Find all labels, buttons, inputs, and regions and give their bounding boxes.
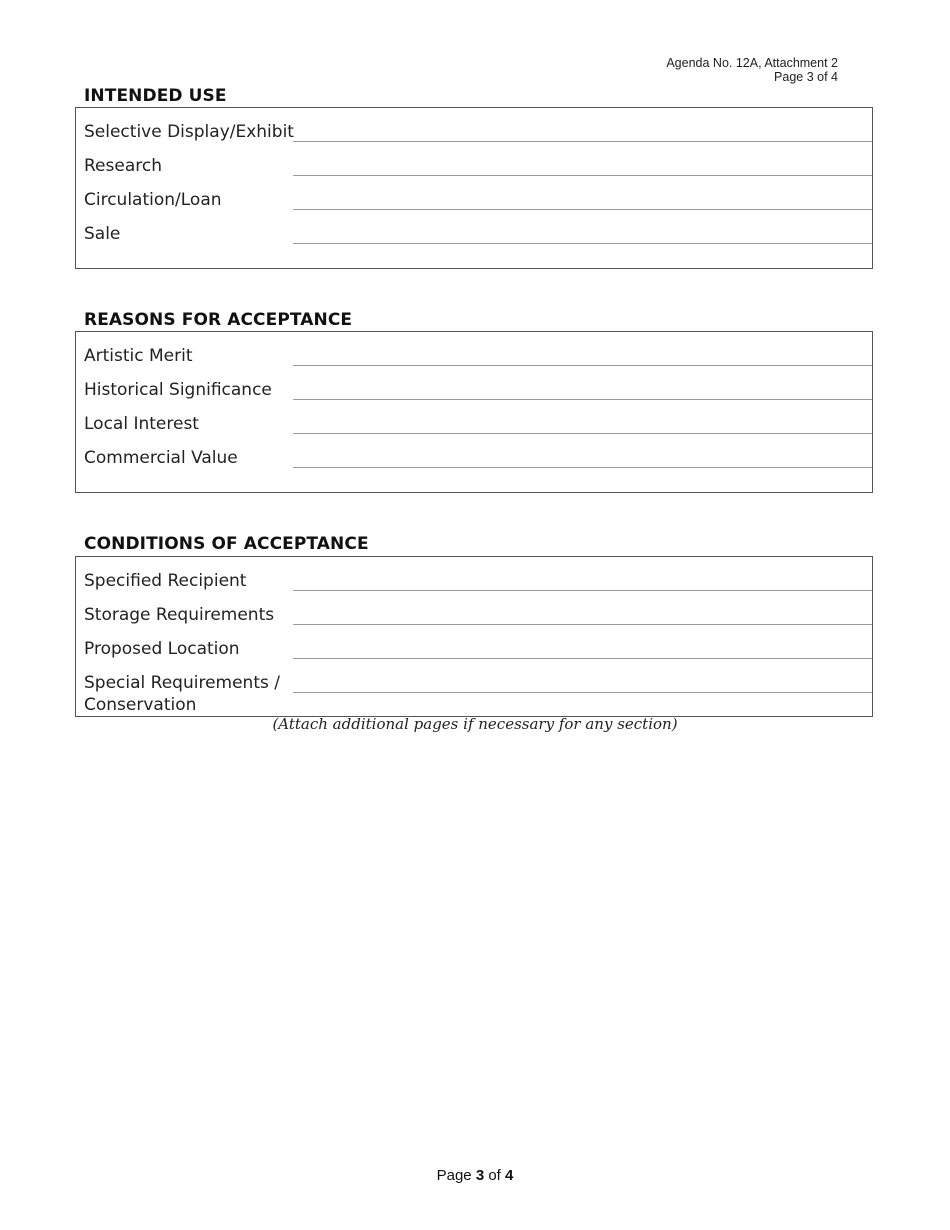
field-label: Local Interest [84, 414, 199, 434]
field-label: Commercial Value [84, 448, 238, 468]
field-row-selective-display [76, 108, 872, 142]
agenda-reference: Agenda No. 12A, Attachment 2 [666, 56, 838, 70]
research-input[interactable] [293, 142, 872, 176]
footer-total-pages: 4 [505, 1167, 514, 1184]
storage-requirements-input[interactable] [293, 591, 872, 625]
historical-significance-input[interactable] [293, 366, 872, 400]
field-row-specified-recipient [76, 557, 872, 591]
local-interest-input[interactable] [293, 400, 872, 434]
commercial-value-input[interactable] [293, 434, 872, 468]
field-row-research [76, 142, 872, 176]
footer-current-page: 3 [475, 1167, 485, 1184]
field-label: Historical Significance [84, 380, 272, 400]
proposed-location-input[interactable] [293, 625, 872, 659]
footer-of-word: of [488, 1167, 501, 1184]
page-reference: Page 3 of 4 [774, 70, 838, 84]
field-label: Sale [84, 224, 121, 244]
artistic-merit-input[interactable] [293, 332, 872, 366]
field-row-special-requirements [76, 659, 872, 715]
field-label: Selective Display/Exhibit [84, 122, 294, 142]
field-row-artistic-merit [76, 332, 872, 366]
page-footer [0, 1167, 950, 1184]
footer-page-word: Page [436, 1167, 472, 1184]
reasons-box [75, 331, 873, 493]
special-requirements-input[interactable] [293, 659, 872, 693]
field-label: Artistic Merit [84, 346, 193, 366]
sale-input[interactable] [293, 210, 872, 244]
specified-recipient-input[interactable] [293, 557, 872, 591]
field-row-commercial-value [76, 434, 872, 468]
attach-pages-note: (Attach additional pages if necessary for any section) [272, 715, 678, 733]
field-row-storage-requirements [76, 591, 872, 625]
field-row-sale [76, 210, 872, 244]
field-label: Special Requirements / Conservation [84, 673, 280, 715]
section-title-intended-use: INTENDED USE [84, 86, 227, 106]
field-row-local-interest [76, 400, 872, 434]
selective-display-input[interactable] [293, 108, 872, 142]
field-row-historical-significance [76, 366, 872, 400]
field-row-circulation-loan [76, 176, 872, 210]
document-header [666, 56, 838, 84]
field-label: Specified Recipient [84, 571, 247, 591]
field-label: Proposed Location [84, 639, 240, 659]
field-label: Storage Requirements [84, 605, 275, 625]
section-title-conditions: CONDITIONS OF ACCEPTANCE [84, 534, 369, 554]
field-label: Research [84, 156, 162, 176]
field-label: Circulation/Loan [84, 190, 222, 210]
field-row-proposed-location [76, 625, 872, 659]
conditions-box [75, 556, 873, 717]
section-title-reasons: REASONS FOR ACCEPTANCE [84, 310, 353, 330]
intended-use-box [75, 107, 873, 269]
circulation-loan-input[interactable] [293, 176, 872, 210]
